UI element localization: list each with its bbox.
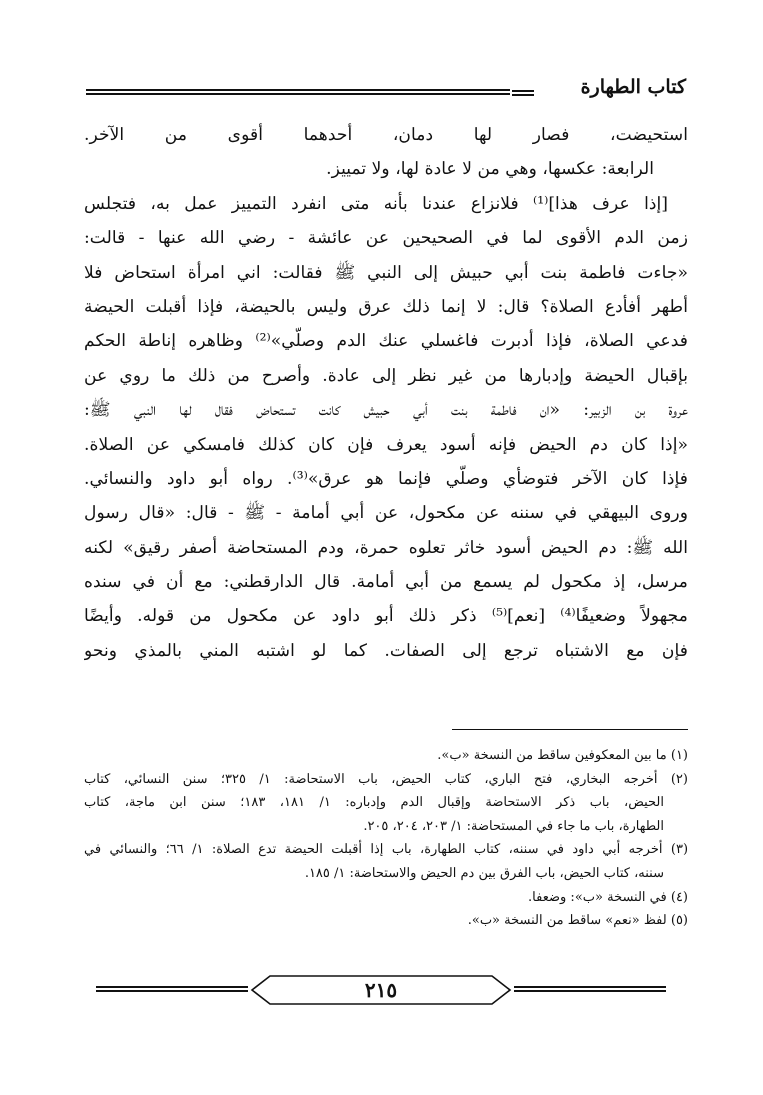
text-line: الله ﷺ: دم الحيض أسود خاثر تعلوه حمرة، ودم المستحاضة أصفر رقيق» لكنه <box>84 537 688 558</box>
page-number: ٢١٥ <box>364 978 398 1002</box>
text-line: مرسل، إذ مكحول لم يسمع من أبي أمامة. قال الدارقطني: مع أن في سنده <box>84 572 688 593</box>
text-line: «إذا كان دم الحيض فإنه أسود يعرف فإن كان كذلك فامسكي عن الصلاة. <box>84 434 688 455</box>
text-line: «جاءت فاطمة بنت أبي حبيش إلى النبي ﷺ فقالت: اني امرأة استحاض فلا <box>84 262 688 283</box>
text-line: زمن الدم الأقوى لما في الصحيحين عن عائشة - رضي الله عنها - قالت: <box>84 228 688 249</box>
footnote-line: (٥) لفظ «نعم» ساقط من النسخة «ب». <box>467 913 688 929</box>
footnote-line: الحيض، باب ذكر الاستحاضة وإقبال الدم وإدباره: ١/ ١٨١، ١٨٣؛ سنن ابن ماجة، كتاب <box>84 795 665 811</box>
main-text <box>84 118 688 668</box>
footnote-line: سننه، كتاب الحيض، باب الفرق بين دم الحيض والاستحاضة: ١/ ١٨٥. <box>304 865 664 881</box>
footnote-line: (١) ما بين المعكوفين ساقط من النسخة «ب». <box>437 748 688 763</box>
text-line: فإذا كان الآخر فتوضأي وصلّي فإنما هو عرق»⁽³⁾. رواه أبو داود والنسائي. <box>84 468 688 489</box>
footnote-line: (٢) أخرجه البخاري، فتح الباري، كتاب الحيض، باب الاستحاضة: ١/ ٣٢٥؛ سنن النسائي، كتاب <box>84 771 688 787</box>
footnote-line: الطهارة، باب ما جاء في المستحاضة: ١/ ٢٠٣، ٢٠٤، ٢٠٥. <box>363 818 664 834</box>
chapter-title: كتاب الطهارة <box>580 76 686 98</box>
header-rule <box>86 89 510 95</box>
footer-rule-right <box>514 986 666 992</box>
footnote-line: (٣) أخرجه أبي داود في سننه، كتاب الطهارة، باب إذا أقبلت الحيضة تدع الصلاة: ١/ ٦٦؛ والنسائي في <box>84 842 688 858</box>
text-line: مجهولاً وضعيفًا⁽⁴⁾ [نعم]⁽⁵⁾ ذكر ذلك أبو داود عن مكحول من قوله. وأيضًا <box>84 606 688 627</box>
text-line: عروة بن الزبير: «ان فاطمة بنت أبي حبيش كانت تستحاض فقال لها النبي ﷺ: <box>84 400 688 421</box>
footnote-separator <box>452 729 688 730</box>
text-line: بإقبال الحيضة وإدبارها من غير نظر إلى عادة. وأصرح من ذلك ما روي عن <box>84 365 688 386</box>
page-number-frame <box>242 974 520 1006</box>
footnote-line: (٤) في النسخة «ب»: وضعفا. <box>528 889 688 905</box>
text-line: [إذا عرف هذا]⁽¹⁾ فلانزاع عندنا بأنه متى انفرد التمييز عمل به، فتجلس <box>84 193 668 214</box>
text-line: أطهر أفأدع الصلاة؟ قال: لا إنما ذلك عرق وليس بالحيضة، فإذا أقبلت الحيضة <box>84 296 688 317</box>
text-line: وروى البيهقي في سننه عن مكحول، عن أبي أمامة - ﷺ - قال: «قال رسول <box>84 503 688 524</box>
running-header <box>86 76 686 106</box>
footer-rule-left <box>96 986 248 992</box>
text-line: فإن مع الاشتباه ترجع إلى الصفات. كما لو اشتبه المني بالمذي ونحو <box>84 640 688 661</box>
header-ornament <box>512 90 534 96</box>
footnotes <box>84 744 688 933</box>
text-line: الرابعة: عكسها، وهي من لا عادة لها، ولا تمييز. <box>326 159 654 180</box>
text-line: استحيضت، فصار لها دمان، أحدهما أقوى من الآخر. <box>84 125 688 145</box>
text-line: فدعي الصلاة، فإذا أدبرت فاغسلي عنك الدم وصلّي»⁽²⁾ وظاهره إناطة الحكم <box>84 331 688 352</box>
